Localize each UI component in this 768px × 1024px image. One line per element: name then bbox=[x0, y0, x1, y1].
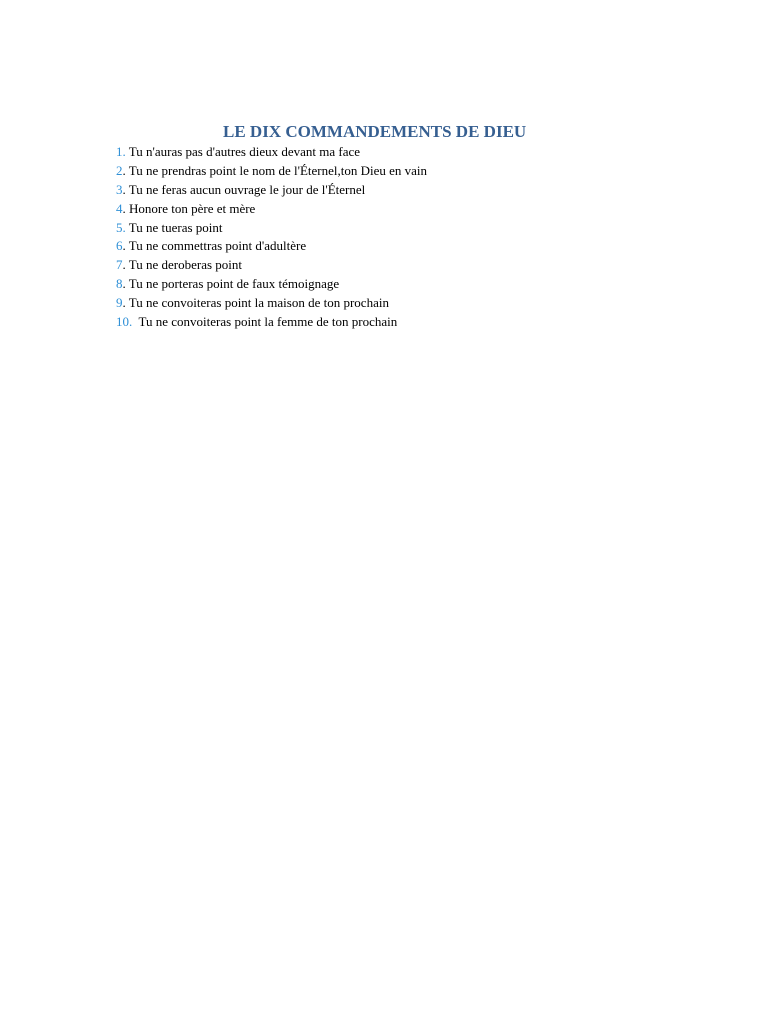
list-item-number: 10. bbox=[116, 314, 133, 330]
list-item bbox=[116, 256, 427, 275]
commandments-list bbox=[116, 143, 427, 332]
list-item-number: 7 bbox=[116, 257, 123, 273]
list-item bbox=[116, 294, 427, 313]
list-item-separator: . bbox=[122, 200, 126, 216]
list-item-text: Tu ne prendras point le nom de l'Éternel,ton Dieu en vain bbox=[125, 162, 428, 178]
list-item-number: 6 bbox=[116, 238, 123, 254]
list-item-separator: . bbox=[122, 295, 126, 311]
list-item-number: 5. bbox=[116, 219, 126, 235]
list-item bbox=[116, 143, 427, 162]
list-item bbox=[116, 275, 427, 294]
list-item-text: Tu n'auras pas d'autres dieux devant ma face bbox=[125, 144, 361, 159]
list-item-text: Tu ne tueras point bbox=[125, 219, 223, 235]
list-item-text: Tu ne commettras point d'adultère bbox=[125, 238, 307, 254]
list-item bbox=[116, 181, 427, 200]
list-item-number: 2 bbox=[116, 162, 123, 178]
list-item-separator: . bbox=[122, 162, 126, 178]
list-item-text: Honore ton père et mère bbox=[125, 200, 256, 216]
list-item-number: 8 bbox=[116, 276, 123, 292]
list-item-separator: . bbox=[122, 257, 126, 273]
list-item bbox=[116, 200, 427, 219]
list-item-text: Tu ne convoiteras point la femme de ton prochain bbox=[132, 314, 398, 330]
list-item-separator: . bbox=[122, 276, 126, 292]
document-title: LE DIX COMMANDEMENTS DE DIEU bbox=[223, 122, 527, 141]
list-item-text: Tu ne convoiteras point la maison de ton prochain bbox=[125, 295, 389, 311]
list-item-text: Tu ne deroberas point bbox=[125, 257, 243, 273]
list-item-number: 9 bbox=[116, 295, 123, 311]
list-item-separator: . bbox=[122, 181, 126, 197]
list-item-separator: . bbox=[122, 238, 126, 254]
list-item bbox=[116, 162, 427, 181]
list-item-number: 3 bbox=[116, 181, 123, 197]
list-item-text: Tu ne feras aucun ouvrage le jour de l'Éternel bbox=[125, 181, 366, 197]
list-item-number: 4 bbox=[116, 200, 123, 216]
list-item bbox=[116, 313, 427, 332]
list-item bbox=[116, 237, 427, 256]
list-item-number: 1. bbox=[116, 144, 126, 159]
list-item-text: Tu ne porteras point de faux témoignage bbox=[125, 276, 340, 292]
list-item bbox=[116, 219, 427, 238]
